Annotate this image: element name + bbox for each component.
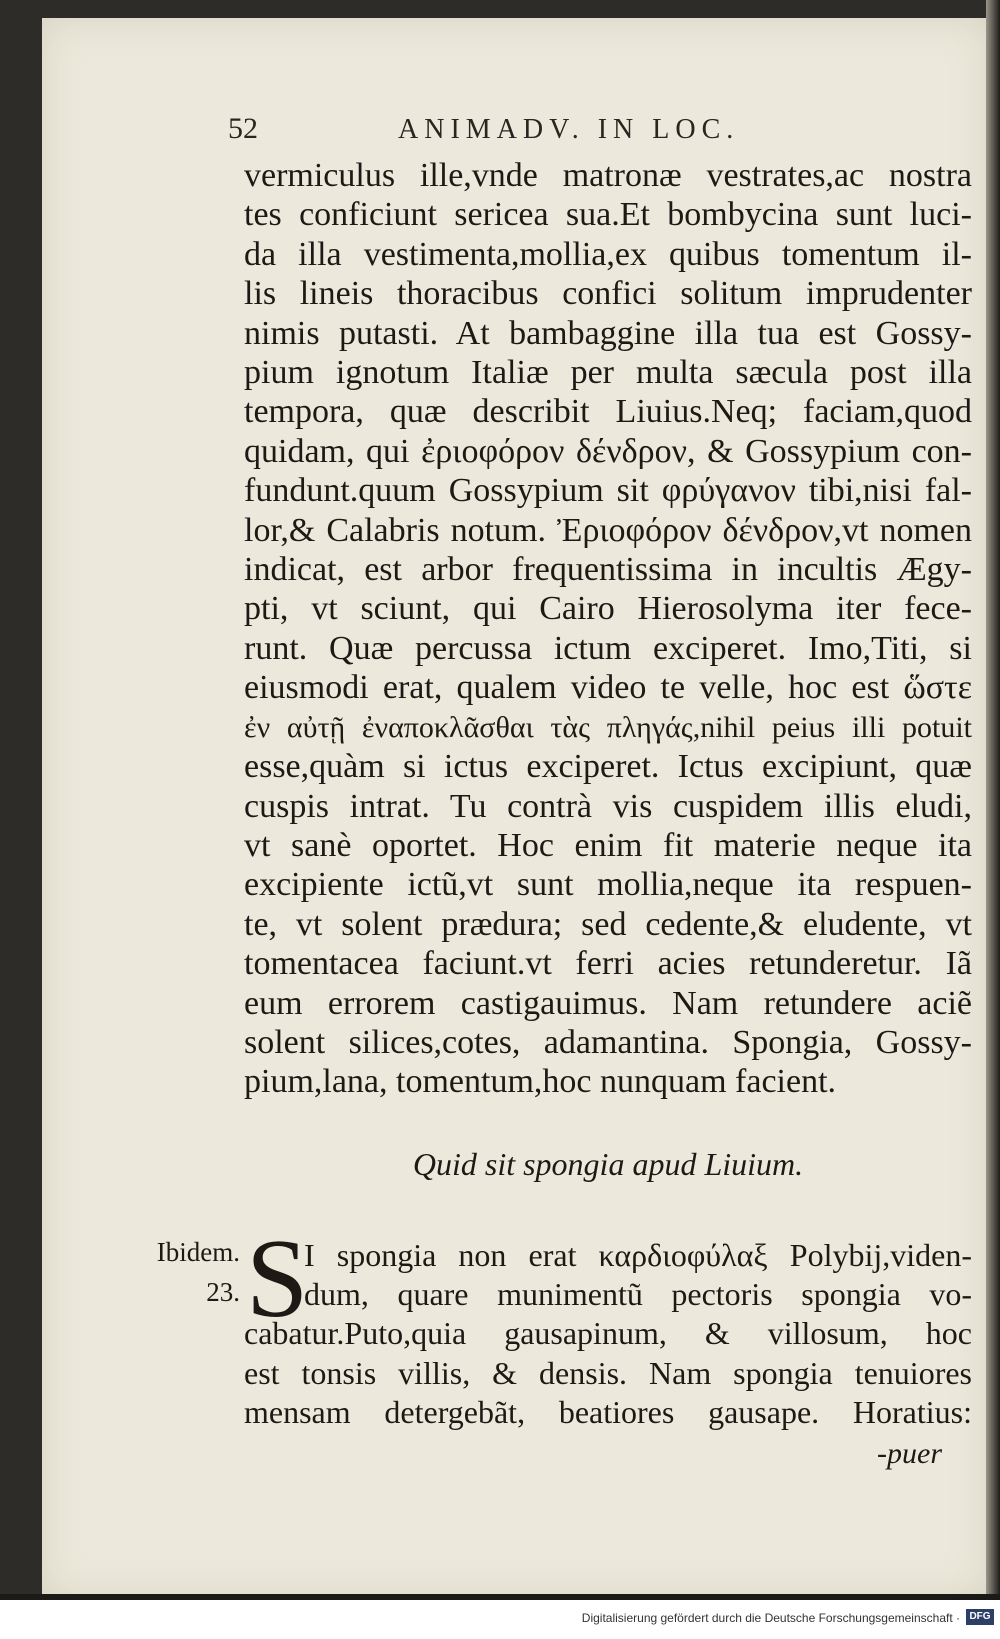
text-line: solent silices,cotes, adamantina. Spongia, Gossy-: [244, 1023, 972, 1061]
running-head: [228, 112, 968, 152]
text-line: excipiente ictũ,vt sunt mollia,neque ita respuen-: [244, 866, 972, 904]
text-line: quidam, qui ἐριοφόρον δένδρον, & Gossypium con-: [244, 432, 972, 470]
catchword: -puer: [877, 1437, 942, 1470]
text-line: fundunt.quum Gossypium sit φρύγανον tibi,nisi fal-: [244, 472, 972, 510]
text-line: cabatur.Puto,quia gausapinum, & villosum, hoc: [244, 1315, 972, 1352]
text-line: tes conficiunt sericea sua.Et bombycina sunt luci-: [244, 196, 972, 234]
text-line: pium ignotum Italiæ per multa sæcula post illa: [244, 354, 972, 392]
running-title: ANIMADV. IN LOC.: [398, 114, 740, 145]
footer-bar: [0, 1600, 1000, 1639]
text-line: runt. Quæ percussa ictum exciperet. Imo,Titi, si: [244, 629, 972, 667]
text-line: vt sanè oportet. Hoc enim fit materie neque ita: [244, 826, 972, 864]
page-edge-shadow: [986, 0, 1000, 1600]
text-line: mensam detergebãt, beatiores gausape. Horatius:: [244, 1393, 972, 1430]
text-line: I spongia non erat καρδιοφύλαξ Polybij,viden-: [304, 1237, 972, 1273]
margin-note-number: 23.: [206, 1277, 240, 1307]
margin-note: [110, 1232, 240, 1312]
dfg-logo: DFG: [966, 1609, 994, 1625]
text-line: pti, vt sciunt, qui Cairo Hierosolyma iter fece-: [244, 590, 972, 628]
text-line: eiusmodi erat, qualem video te velle, hoc est ὥστε: [244, 669, 972, 707]
text-line: tomentacea faciunt.vt ferri acies retunderetur. Iã: [244, 945, 972, 983]
text-line: dum, quare munimentũ pectoris spongia vo-: [304, 1276, 972, 1313]
text-line: tempora, quæ describit Liuius.Neq; faciam,quod: [244, 393, 972, 431]
second-paragraph: [244, 1217, 972, 1432]
section-heading: Quid sit spongia apud Liuium.: [412, 1146, 804, 1182]
drop-cap: S: [246, 1217, 309, 1341]
text-line: ἐν αὐτῇ ἐναποκλᾶσθαι τὰς πληγάς,nihil peius illi potuit: [244, 710, 972, 744]
funding-credit: Digitalisierung gefördert durch die Deutsche Forschungsgemeinschaft ·: [581, 1611, 960, 1625]
page-number: 52: [228, 112, 258, 145]
text-line: vermiculus ille,vnde matronæ vestrates,ac nostra: [244, 157, 972, 194]
text-line: esse,quàm si ictus exciperet. Ictus excipiunt, quæ: [244, 748, 972, 786]
main-text: [244, 156, 972, 1102]
margin-note-reference: Ibidem.: [156, 1237, 240, 1267]
text-line: te, vt solent prædura; sed cedente,& eludente, vt: [244, 905, 972, 943]
text-line: cuspis intrat. Tu contrà vis cuspidem illis eludi,: [244, 787, 972, 825]
text-line: est tonsis villis, & densis. Nam spongia tenuiores: [244, 1354, 972, 1391]
text-line: pium,lana, tomentum,hoc nunquam facient.: [244, 1063, 837, 1101]
text-line: nimis putasti. At bambaggine illa tua est Gossy-: [244, 314, 972, 352]
text-line: indicat, est arbor frequentissima in incultis Ægy-: [244, 551, 972, 589]
text-line: lis lineis thoracibus confici solitum imprudenter: [244, 275, 972, 313]
text-line: da illa vestimenta,mollia,ex quibus tomentum il-: [244, 235, 972, 273]
text-line: eum errorem castigauimus. Nam retundere aciẽ: [244, 984, 972, 1022]
text-line: lor,& Calabris notum. Ἐριοφόρον δένδρον,vt nomen: [244, 511, 972, 549]
